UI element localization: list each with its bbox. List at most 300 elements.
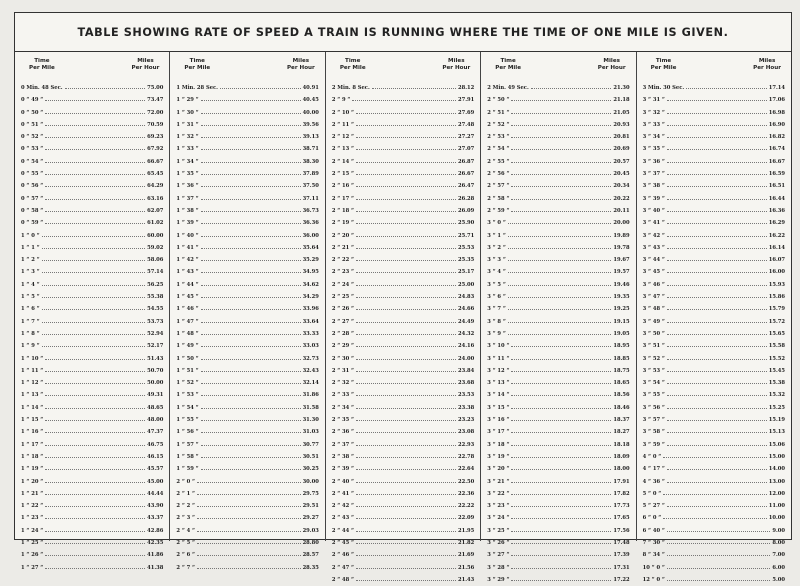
speed-cell: 28.12 [457,85,475,91]
table-row [176,131,318,143]
time-cell: 2 “ 50 “ [487,97,510,104]
speed-cell: 55.38 [147,294,164,301]
table-column [15,52,170,571]
dot-leader [508,305,612,310]
table-row [21,316,163,328]
dot-leader [511,428,611,433]
dot-leader [511,490,611,495]
table-row [176,340,318,352]
speed-cell: 23.53 [457,392,475,399]
speed-cell: 23.68 [457,380,475,387]
speed-cell: 6.00 [772,564,786,571]
time-cell: 0 “ 52 “ [21,134,44,141]
table-row [643,217,785,229]
time-cell: 1 “ 21 “ [21,490,44,497]
dot-leader [45,195,145,200]
table-row [487,156,629,168]
table-row [643,205,785,217]
time-cell: 1 “ 2 “ [21,257,40,264]
dot-leader [511,527,611,532]
time-cell: 1 “ 4 “ [21,281,40,288]
speed-cell: 45.00 [147,478,164,485]
dot-leader [220,84,301,89]
table-row [176,143,318,155]
dot-leader [356,564,456,569]
time-cell: 2 “ 45 “ [331,539,355,546]
table-row [21,279,163,291]
time-cell: 8 “ 34 “ [642,552,665,559]
table-row [21,242,163,254]
table-row [643,156,785,168]
speed-cell: 70.59 [147,121,164,128]
speed-cell: 22.78 [457,453,475,460]
speed-cell: 49.31 [147,392,164,399]
dot-leader [356,379,456,384]
time-cell: 2 “ 39 “ [331,466,355,473]
speed-cell: 31.03 [302,429,319,436]
dot-leader [663,514,767,519]
table-column [481,52,636,583]
speed-cell: 24.32 [457,330,475,337]
time-cell: 1 “ 3 “ [21,269,40,276]
speed-cell: 29.03 [302,527,319,534]
time-cell: 2 “ 9 “ [331,97,351,104]
time-cell: 1 “ 57 “ [176,441,199,448]
table-row [643,402,785,414]
dot-leader [201,182,301,187]
table-row [332,291,474,303]
table-row [176,414,318,426]
dot-leader [667,441,767,446]
time-cell: 3 “ 23 “ [487,503,510,510]
dot-leader [45,564,145,569]
dot-leader [356,367,456,372]
speed-cell: 7.00 [772,552,786,559]
table-row [21,180,163,192]
time-cell: 2 “ 12 “ [331,134,355,141]
speed-cell: 22.50 [457,478,475,485]
dot-leader [45,441,145,446]
time-cell: 2 “ 14 “ [331,158,355,165]
speed-cell: 26.28 [457,195,475,202]
time-cell: 1 “ 53 “ [176,392,199,399]
dot-leader [356,355,456,360]
time-cell: 3 “ 3 “ [487,257,506,264]
time-cell: 1 “ 16 “ [21,429,44,436]
time-cell: 2 “ 25 “ [331,294,355,301]
speed-cell: 22.36 [457,490,475,497]
dot-leader [45,453,145,458]
time-cell: 1 “ 40 “ [176,232,199,239]
table-row [176,168,318,180]
speed-cell: 33.33 [302,330,319,337]
table-row [332,463,474,475]
speed-cell: 17.82 [613,490,630,497]
speed-cell: 19.25 [613,306,630,313]
dot-leader [42,293,146,298]
time-cell: 3 “ 11 “ [487,355,510,362]
time-cell: 1 “ 32 “ [176,134,199,141]
time-cell: 1 “ 30 “ [176,109,199,116]
speed-cell: 35.64 [302,244,319,251]
time-cell: 3 “ 12 “ [487,367,510,374]
table-row [176,488,318,500]
time-cell: 1 “ 14 “ [21,404,44,411]
speed-cell: 25.17 [457,269,475,276]
table-row [21,266,163,278]
table-row [487,439,629,451]
table-row [487,426,629,438]
speed-cell: 25.53 [457,244,475,251]
dot-leader [197,551,301,556]
table-row [487,291,629,303]
time-cell: 3 “ 53 “ [642,367,665,374]
dot-leader [511,367,611,372]
table-row [332,230,474,242]
speed-cell: 41.86 [147,552,164,559]
speed-cell: 21.56 [457,564,475,571]
table-row [176,156,318,168]
table-row [176,180,318,192]
dot-leader [667,158,767,163]
time-cell: 5 “ 27 “ [642,503,665,510]
table-row [332,525,474,537]
speed-cell: 15.06 [768,441,786,448]
dot-leader [511,514,611,519]
speed-cell: 16.14 [768,244,786,251]
time-cell: 3 “ 49 “ [642,318,665,325]
dot-leader [667,207,767,212]
dot-leader [356,244,456,249]
table-row [643,549,785,561]
speed-cell: 72.00 [147,109,164,116]
table-row [487,537,629,549]
speed-cell: 46.15 [147,453,164,460]
dot-leader [511,465,611,470]
time-cell: 1 “ 5 “ [21,294,40,301]
dot-leader [667,96,767,101]
time-cell: 3 “ 39 “ [642,195,665,202]
speed-cell: 28.35 [302,564,319,571]
dot-leader [356,182,456,187]
table-row [487,180,629,192]
speed-cell: 5.00 [772,576,786,583]
table-row [643,266,785,278]
time-cell: 1 “ 18 “ [21,453,44,460]
dot-leader [45,527,145,532]
time-cell: 1 “ 38 “ [176,207,199,214]
speed-cell: 18.46 [613,404,630,411]
time-cell: 2 “ 51 “ [487,109,510,116]
table-row [643,303,785,315]
time-cell: 1 “ 23 “ [21,515,44,522]
table-row [21,217,163,229]
time-cell: 3 “ 18 “ [487,441,510,448]
table-row [643,512,785,524]
speed-cell: 17.39 [613,552,630,559]
dot-leader [667,219,767,224]
table-row [21,549,163,561]
dot-leader [201,416,301,421]
table-row [487,217,629,229]
table-row [21,94,163,106]
dot-leader [511,96,611,101]
time-cell: 1 “ 15 “ [21,417,44,424]
miles-per-hour-header: Miles Per Hour [753,58,782,71]
dot-leader [667,109,767,114]
time-cell: 3 “ 34 “ [642,134,665,141]
time-cell: 1 “ 25 “ [21,539,44,546]
time-cell: 1 “ 26 “ [21,552,44,559]
time-cell: 3 “ 4 “ [487,269,506,276]
speed-cell: 24.00 [457,355,475,362]
speed-cell: 25.71 [457,232,475,239]
table-row [643,439,785,451]
speed-cell: 35.29 [302,257,319,264]
time-cell: 2 “ 30 “ [331,355,355,362]
dot-leader [65,84,146,89]
speed-cell: 39.13 [302,134,319,141]
time-cell: 1 “ 50 “ [176,355,199,362]
speed-cell: 11.00 [768,503,786,510]
dot-leader [511,379,611,384]
dot-leader [45,109,145,114]
speed-cell: 26.67 [457,171,475,178]
time-cell: 3 “ 58 “ [642,429,665,436]
table-row [643,131,785,143]
time-cell: 3 “ 21 “ [487,478,510,485]
time-cell: 4 “ 36 “ [642,478,665,485]
table-row [332,156,474,168]
speed-cell: 46.75 [147,441,164,448]
table-row [332,414,474,426]
time-cell: 1 “ 48 “ [176,330,199,337]
dot-leader [667,416,767,421]
time-cell: 3 “ 26 “ [487,539,510,546]
speed-cell: 29.51 [302,503,319,510]
table-row [21,512,163,524]
speed-cell: 47.37 [147,429,164,436]
dot-leader [45,539,145,544]
speed-cell: 19.89 [613,232,630,239]
dot-leader [45,502,145,507]
time-cell: 2 “ 53 “ [487,134,510,141]
dot-leader [356,527,456,532]
speed-cell: 16.00 [768,269,786,276]
table-row [487,205,629,217]
speed-cell: 15.52 [768,355,786,362]
time-cell: 3 “ 45 “ [642,269,665,276]
time-cell: 0 “ 56 “ [21,183,44,190]
dot-leader [356,416,456,421]
speed-cell: 19.35 [613,294,630,301]
dot-leader [356,514,456,519]
table-row [332,316,474,328]
table-row [176,500,318,512]
time-cell: 2 “ 59 “ [487,207,510,214]
time-cell: 3 “ 8 “ [487,318,506,325]
dot-leader [45,379,145,384]
speed-cell: 43.37 [147,515,164,522]
time-cell: 1 “ 44 “ [176,281,199,288]
speed-cell: 16.51 [768,183,786,190]
table-row [643,574,785,586]
speed-cell: 65.45 [147,171,164,178]
dot-leader [667,342,767,347]
time-cell: 1 “ 19 “ [21,466,44,473]
time-cell: 3 “ 29 “ [487,576,510,583]
speed-cell: 38.30 [302,158,319,165]
table-row [176,389,318,401]
table-row [176,279,318,291]
speed-cell: 15.13 [768,429,786,436]
time-cell: 2 Min. 49 Sec. [487,85,529,91]
table-row [487,402,629,414]
dot-leader [356,207,456,212]
table-row [176,402,318,414]
dot-leader [197,514,301,519]
dot-leader [356,465,456,470]
table-row [21,525,163,537]
time-cell: 1 “ 42 “ [176,257,199,264]
speed-cell: 21.82 [457,539,475,546]
time-cell: 1 “ 29 “ [176,97,199,104]
dot-leader [45,355,145,360]
table-row [643,94,785,106]
dot-leader [201,367,301,372]
speed-cell: 19.05 [613,330,630,337]
speed-cell: 16.59 [768,171,786,178]
table-row [21,205,163,217]
time-cell: 3 “ 31 “ [642,97,665,104]
dot-leader [511,551,611,556]
table-row [487,389,629,401]
time-cell: 1 “ 10 “ [21,355,44,362]
dot-leader [511,182,611,187]
speed-cell: 20.69 [613,146,630,153]
table-row [21,193,163,205]
table-row [487,500,629,512]
table-row [176,525,318,537]
speed-cell: 18.75 [613,367,630,374]
speed-cell: 75.00 [147,85,164,91]
speed-cell: 20.34 [613,183,630,190]
dot-leader [45,170,145,175]
time-cell: 3 “ 46 “ [642,281,665,288]
dot-leader [201,318,301,323]
table-row [332,377,474,389]
speed-cell: 29.27 [302,515,319,522]
table-row [176,82,318,94]
time-cell: 2 “ 2 “ [176,503,196,510]
table-row [21,131,163,143]
table-row [21,303,163,315]
column-header [487,58,629,82]
dot-leader [667,256,767,261]
table-row [332,242,474,254]
dot-leader [42,268,146,273]
speed-cell: 27.69 [457,109,475,116]
time-cell: 3 “ 33 “ [642,121,665,128]
speed-cell: 25.90 [457,220,475,227]
speed-cell: 17.56 [613,527,630,534]
column-header [643,58,785,82]
speed-cell: 24.83 [457,294,475,301]
time-cell: 1 “ 39 “ [176,220,199,227]
speed-cell: 45.57 [147,466,164,473]
dot-leader [667,564,771,569]
time-cell: 2 Min. 8 Sec. [331,85,370,91]
speed-cell: 30.77 [302,441,319,448]
speed-cell: 63.16 [147,195,164,202]
dot-leader [667,465,767,470]
speed-cell: 15.45 [768,367,786,374]
speed-cell: 60.00 [147,232,164,239]
table-row [332,451,474,463]
dot-leader [201,379,301,384]
time-cell: 3 “ 51 “ [642,343,665,350]
time-cell: 2 “ 28 “ [331,330,355,337]
table-row [487,476,629,488]
dot-leader [667,232,767,237]
table-row [487,254,629,266]
speed-cell: 40.91 [302,85,319,91]
table-row [487,193,629,205]
table-row [21,353,163,365]
table-row [332,488,474,500]
table-row [643,328,785,340]
dot-leader [511,502,611,507]
time-cell: 2 “ 22 “ [331,257,355,264]
dot-leader [511,391,611,396]
dot-leader [201,355,301,360]
time-cell: 1 “ 12 “ [21,380,44,387]
speed-cell: 36.73 [302,207,319,214]
time-cell: 0 “ 59 “ [21,220,44,227]
dot-leader [356,256,456,261]
time-cell: 2 “ 4 “ [176,527,196,534]
dot-leader [45,145,145,150]
dot-leader [667,330,767,335]
speed-cell: 8.00 [772,539,786,546]
time-cell: 3 “ 56 “ [642,404,665,411]
table-row [332,217,474,229]
dot-leader [201,145,301,150]
table-row [487,131,629,143]
table-row [176,365,318,377]
speed-cell: 16.36 [768,207,786,214]
dot-leader [201,219,301,224]
dot-leader [508,293,612,298]
speed-cell: 19.15 [613,318,630,325]
table-row [643,414,785,426]
dot-leader [356,551,456,556]
dot-leader [42,256,146,261]
table-row [21,328,163,340]
table-row [21,156,163,168]
dot-leader [45,428,145,433]
table-row [332,500,474,512]
time-cell: 2 “ 52 “ [487,121,510,128]
dot-leader [201,391,301,396]
table-row [21,230,163,242]
dot-leader [667,502,767,507]
table-row [643,365,785,377]
speed-cell: 31.58 [302,404,319,411]
table-row [643,291,785,303]
table-row [21,488,163,500]
dot-leader [667,539,771,544]
